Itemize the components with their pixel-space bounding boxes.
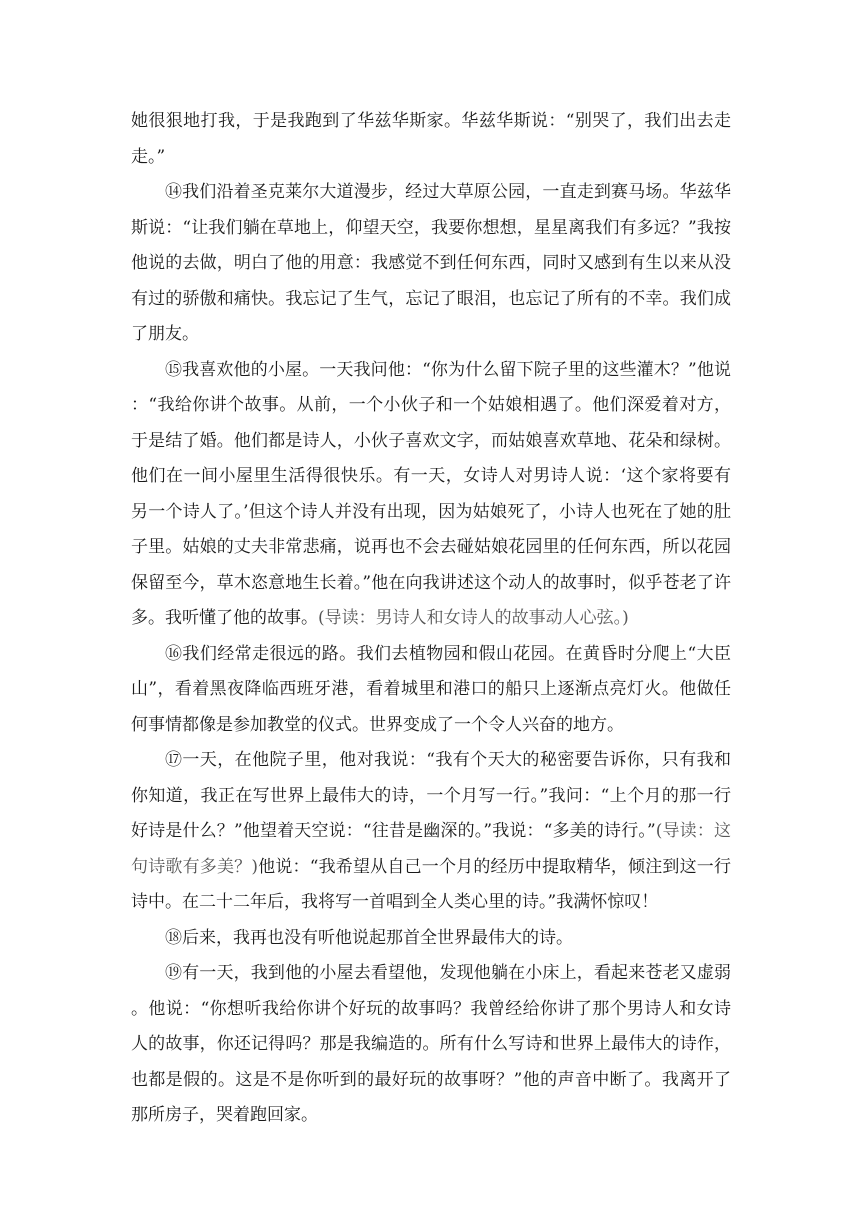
paragraph-15 [131, 353, 731, 637]
paragraph-text: ⑱后来，我再也没有听他说起那首全世界最伟大的诗。 [165, 927, 573, 948]
paragraph-18 [131, 921, 731, 957]
paragraph-text: 他说：“我希望从自己一个月的经历中提取精华，倾注到这一行诗中。在二十二年后，我将写一首唱到全人类心里的诗。”我满怀惊叹！ [131, 856, 731, 912]
paragraph-text: ⑰一天，在他院子里，他对我说：“我有个天大的秘密要告诉你，只有我和你知道，我正在写世界上最伟大的诗，一个月写一行。”我问：“上个月的那一行好诗是什么？”他望着天空说：“往昔是幽深的。”我说：“多美的诗行。” [131, 750, 731, 841]
paragraph-17 [131, 743, 731, 921]
paragraph-text: ⑲有一天，我到他的小屋去看望他，发现他躺在小床上，看起来苍老又虚弱。他说：“你想听我给你讲个好玩的故事吗？我曾经给你讲了那个男诗人和女诗人的故事，你还记得吗？那是我编造的。所有什么写诗和世界上最伟大的诗作，也都是假的。这是不是你听到的最好玩的故事呀？”他的声音中断了。我离开了那所房子，哭着跑回家。 [131, 963, 731, 1125]
paragraph-14 [131, 175, 731, 353]
paragraph-13-continuation [131, 104, 731, 175]
paragraph-text: ⑮我喜欢他的小屋。一天我问他：“你为什么留下院子里的这些灌木？”他说：“我给你讲个故事。从前，一个小伙子和一个姑娘相遇了。他们深爱着对方，于是结了婚。他们都是诗人，小伙子喜欢文字，而姑娘喜欢草地、花朵和绿树。他们在一间小屋里生活得很快乐。有一天，女诗人对男诗人说：‘这个家将要有另一个诗人了。’但这个诗人并没有出现，因为姑娘死了，小诗人也死在了她的肚子里。姑娘的丈夫非常悲痛，说再也不会去碰姑娘花园里的任何东西，所以花园保留至今，草木恣意地生长着。”他在向我讲述这个动人的故事时，似乎苍老了许多。我听懂了他的故事。 [131, 359, 731, 628]
paragraph-19 [131, 956, 731, 1134]
paragraph-16 [131, 637, 731, 744]
reading-guide-note: (导读：这句诗歌有多美？) [131, 821, 731, 877]
paragraph-text: 她很狠地打我，于是我跑到了华兹华斯家。华兹华斯说：“别哭了，我们出去走走。” [131, 111, 731, 167]
paragraph-text: ⑭我们沿着圣克莱尔大道漫步，经过大草原公园，一直走到赛马场。华兹华斯说：“让我们躺在草地上，仰望天空，我要你想想，星星离我们有多远？”我按他说的去做，明白了他的用意：我感觉不到任何东西，同时又感到有生以来从没有过的骄傲和痛快。我忘记了生气，忘记了眼泪，也忘记了所有的不幸。我们成了朋友。 [131, 182, 731, 344]
paragraph-text: ⑯我们经常走很远的路。我们去植物园和假山花园。在黄昏时分爬上“大臣山”，看着黑夜降临西班牙港，看着城里和港口的船只上逐渐点亮灯火。他做任何事情都像是参加教堂的仪式。世界变成了一个令人兴奋的地方。 [131, 643, 731, 735]
reading-guide-note: (导读：男诗人和女诗人的故事动人心弦。) [318, 608, 629, 628]
document-body [131, 104, 731, 1134]
